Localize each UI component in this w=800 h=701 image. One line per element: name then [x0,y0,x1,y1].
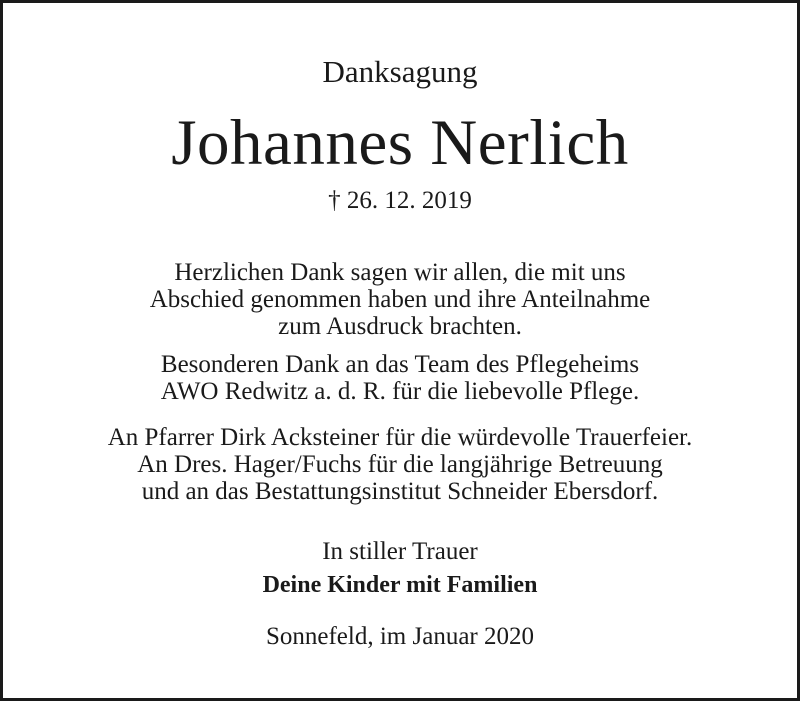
paragraph-line: Herzlichen Dank sagen wir allen, die mit uns [174,259,626,286]
thanks-paragraph [3,259,797,340]
paragraph-line: Abschied genommen haben und ihre Anteilnahme [149,286,651,313]
paragraph-line: Besonderen Dank an das Team des Pflegeheims [160,351,640,378]
deceased-name: Johannes Nerlich [171,107,629,179]
paragraph-line: An Pfarrer Dirk Acksteiner für die würdevolle Trauerfeier. [107,424,693,451]
care-thanks-paragraph [3,351,797,405]
death-date: † 26. 12. 2019 [328,187,472,214]
notice-heading: Danksagung [322,54,478,89]
paragraph-line: und an das Bestattungsinstitut Schneider Ebersdorf. [141,478,659,505]
paragraph-line: zum Ausdruck brachten. [278,313,522,340]
mourning-line: In stiller Trauer [322,538,478,565]
place-and-date: Sonnefeld, im Januar 2020 [265,623,534,650]
additional-thanks-paragraph [3,424,797,505]
family-signature: Deine Kinder mit Familien [262,572,538,598]
paragraph-line: AWO Redwitz a. d. R. für die liebevolle Pflege. [160,378,640,405]
paragraph-line: An Dres. Hager/Fuchs für die langjährige Betreuung [137,451,663,478]
